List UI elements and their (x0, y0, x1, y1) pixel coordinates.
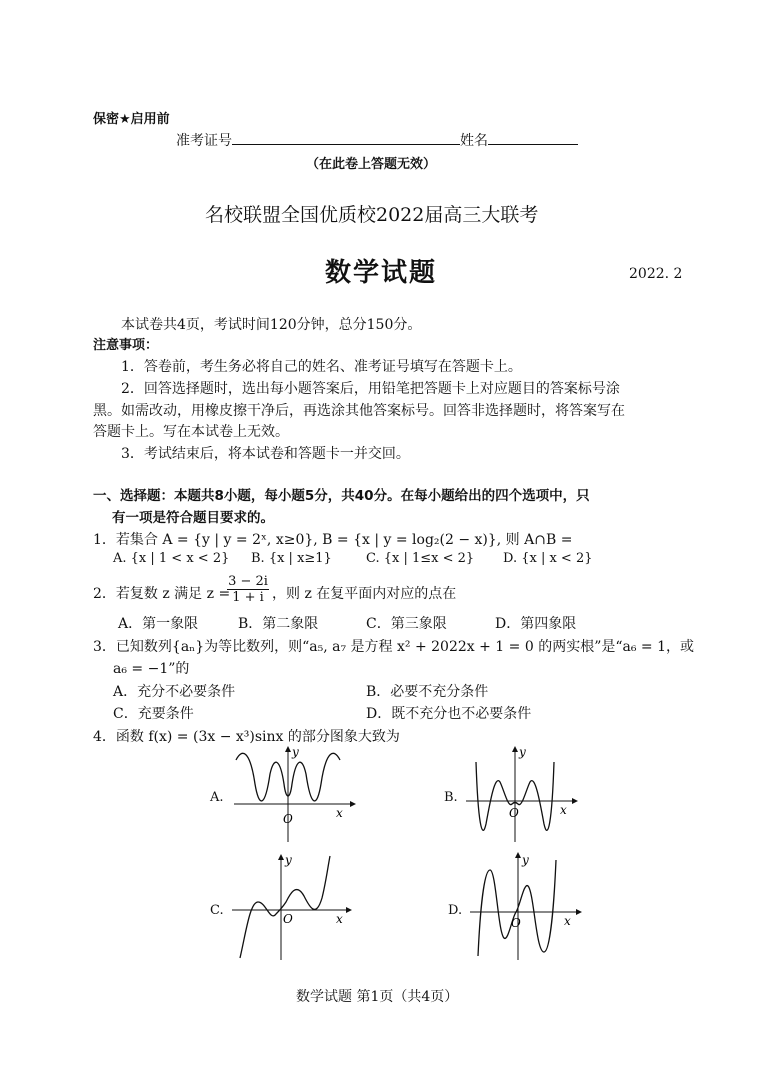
graph-c (228, 852, 358, 962)
graph-c-label: C. (210, 903, 224, 918)
graph-b-y-label: y (519, 745, 526, 759)
q2-numerator: 3 − 2i (228, 574, 268, 589)
graph-b-label: B. (444, 790, 458, 805)
candidate-id-label: 准考证号 (176, 133, 232, 149)
name-label: 姓名 (460, 133, 488, 149)
q2-stem-post: ，则 z 在复平面内对应的点在 (272, 586, 457, 602)
page-footer: 数学试题 第1页（共4页） (296, 989, 459, 1005)
graph-b-origin-label: O (509, 806, 519, 820)
graph-d-origin-label: O (511, 916, 521, 930)
note-1: 1．答卷前，考生务必将自己的姓名、准考证号填写在答题卡上。 (121, 359, 522, 375)
graph-b (462, 744, 582, 844)
subject-title: 数学试题 (325, 258, 438, 288)
invalid-answer-note: （在此卷上答题无效） (306, 157, 437, 172)
q1-option-d: D. {x | x < 2} (503, 551, 593, 566)
q3-stem-line-2: a₆ = −1”的 (113, 661, 190, 677)
q1-option-a: A. {x | 1 < x < 2} (113, 551, 230, 566)
q1-option-b: B. {x | x≥1} (251, 551, 332, 566)
graph-a-origin-label: O (283, 812, 293, 826)
graph-d (466, 852, 586, 962)
q2-option-b: B．第二象限 (238, 616, 319, 632)
candidate-id-blank (232, 130, 460, 145)
intro-text: 本试卷共4页，考试时间120分钟，总分150分。 (121, 317, 422, 333)
notes-heading: 注意事项： (93, 338, 159, 353)
confidential-label: 保密★启用前 (93, 112, 170, 127)
section-1-line-2: 有一项是符合题目要求的。 (112, 510, 274, 526)
q3-option-a: A．充分不必要条件 (113, 684, 236, 700)
q3-option-b: B．必要不充分条件 (366, 684, 489, 700)
note-2-line-1: 2．回答选择题时，选出每小题答案后，用铅笔把答题卡上对应题目的答案标号涂 (121, 381, 620, 397)
q1-stem: 1．若集合 A = {y | y = 2ˣ, x≥0}, B = {x | y = log₂(2 − x)}, 则 A∩B = (93, 532, 573, 548)
graph-a (228, 744, 358, 844)
q3-option-d: D．既不充分也不必要条件 (366, 706, 532, 722)
q4-stem: 4．函数 f(x) = (3x − x³)sinx 的部分图象大致为 (93, 729, 400, 745)
q2-fraction (227, 574, 269, 605)
q2-option-a: A．第一象限 (118, 616, 199, 632)
q1-option-c: C. {x | 1≤x < 2} (366, 551, 475, 566)
note-2-line-2: 黑。如需改动，用橡皮擦干净后，再选涂其他答案标号。回答非选择题时，将答案写在 (93, 403, 625, 419)
name-blank (488, 130, 578, 145)
graph-b-x-label: x (560, 803, 567, 817)
section-1-line-1: 一、选择题：本题共8小题，每小题5分，共40分。在每小题给出的四个选项中，只 (93, 488, 590, 504)
graph-d-y-label: y (522, 853, 529, 867)
q2-stem-pre: 2．若复数 z 满足 z = (93, 586, 231, 602)
q3-stem-line-1: 3．已知数列{aₙ}为等比数列，则“a₅, a₇ 是方程 x² + 2022x + 1 = 0 的两实根”是“a₆ = 1，或 (93, 639, 695, 655)
q3-option-c: C．充要条件 (113, 706, 194, 722)
exam-date: 2022. 2 (629, 266, 683, 282)
graph-c-y-label: y (285, 853, 292, 867)
graph-a-y-label: y (292, 745, 299, 759)
q2-denominator: 1 + i (232, 590, 264, 605)
graph-d-x-label: x (564, 914, 571, 928)
graph-c-x-label: x (336, 912, 343, 926)
candidate-info-line (176, 130, 578, 150)
q2-option-d: D．第四象限 (495, 616, 577, 632)
note-2-line-3: 答题卡上。写在本试卷上无效。 (93, 424, 289, 440)
graph-d-label: D. (448, 903, 463, 918)
note-3: 3．考试结束后，将本试卷和答题卡一并交回。 (121, 446, 410, 462)
graph-a-label: A. (210, 790, 224, 805)
graph-a-x-label: x (336, 806, 343, 820)
exam-title: 名校联盟全国优质校2022届高三大联考 (205, 204, 539, 226)
graph-c-origin-label: O (283, 912, 293, 926)
q2-option-c: C．第三象限 (366, 616, 447, 632)
